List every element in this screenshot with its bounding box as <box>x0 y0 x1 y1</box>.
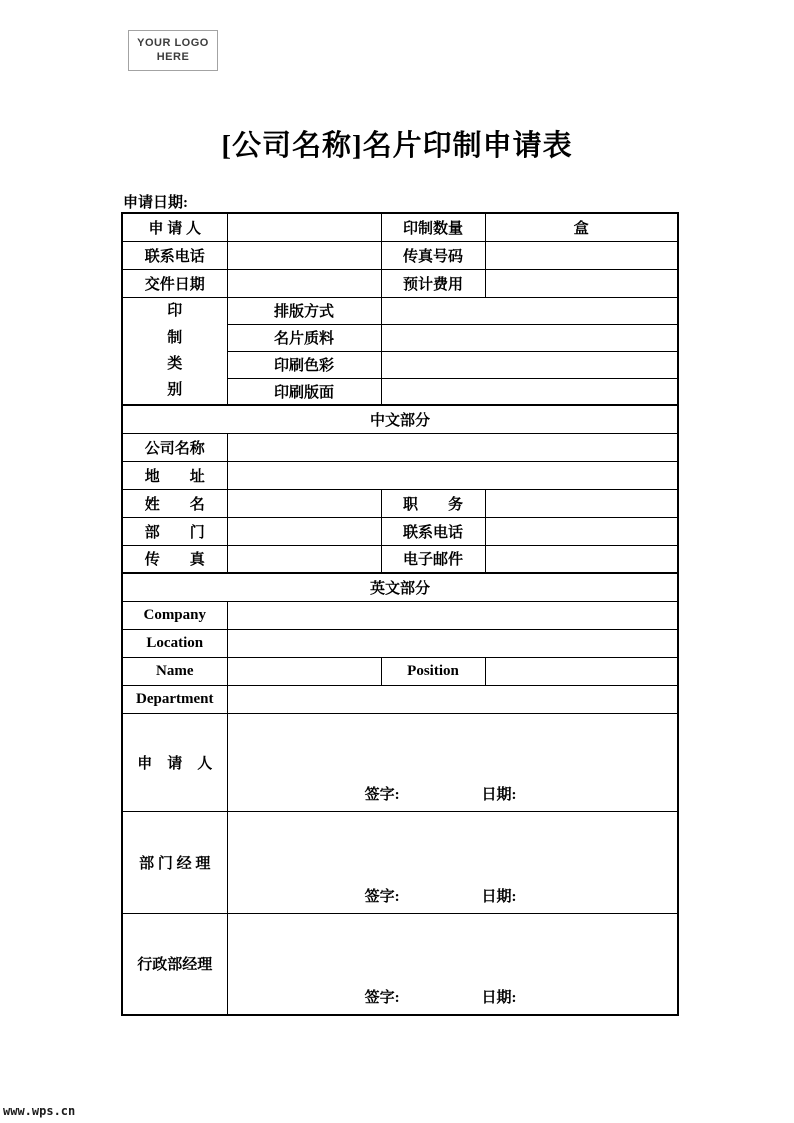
applicant-approval-area[interactable] <box>227 713 678 811</box>
cn-position-input[interactable] <box>485 489 678 517</box>
applicant-sign-label: 签字: <box>364 786 400 803</box>
row-delivery-date <box>122 269 678 297</box>
en-name-input[interactable] <box>227 657 381 685</box>
cn-phone-label: 联系电话 <box>381 517 485 545</box>
print-layout-label: 印刷版面 <box>227 378 381 405</box>
cn-position-label: 职 务 <box>381 489 485 517</box>
chinese-section-header: 中文部分 <box>122 405 678 433</box>
dept-manager-approval-area[interactable] <box>227 811 678 913</box>
en-company-label: Company <box>122 601 227 629</box>
row-chinese-section-header <box>122 405 678 433</box>
print-category-char: 印 <box>167 303 183 320</box>
contact-phone-label: 联系电话 <box>122 241 227 269</box>
row-cn-fax-email <box>122 545 678 573</box>
cn-phone-input[interactable] <box>485 517 678 545</box>
fax-number-label: 传真号码 <box>381 241 485 269</box>
delivery-date-label: 交件日期 <box>122 269 227 297</box>
apply-date-label: 申请日期: <box>123 195 188 211</box>
print-layout-input[interactable] <box>381 378 678 405</box>
admin-manager-sign-label: 签字: <box>364 990 400 1006</box>
print-category-vertical-text <box>123 298 227 403</box>
admin-manager-date-label: 日期: <box>481 990 517 1006</box>
cn-name-label: 姓 名 <box>122 489 227 517</box>
logo-text-line1: YOUR LOGO <box>137 36 209 49</box>
row-admin-manager-approval <box>122 913 678 1015</box>
dept-manager-sign-label: 签字: <box>364 888 400 905</box>
print-category-label <box>122 297 227 405</box>
en-position-label: Position <box>381 657 485 685</box>
page-title: [公司名称]名片印制申请表 <box>221 130 573 162</box>
print-quantity-input[interactable]: 盒 <box>485 213 678 241</box>
row-cn-address <box>122 461 678 489</box>
cn-email-input[interactable] <box>485 545 678 573</box>
cn-company-input[interactable] <box>227 433 678 461</box>
print-category-char: 类 <box>167 355 183 372</box>
application-form-table <box>121 212 679 1016</box>
cn-email-label: 电子邮件 <box>381 545 485 573</box>
en-company-input[interactable] <box>227 601 678 629</box>
print-quantity-label: 印制数量 <box>381 213 485 241</box>
row-cn-department-phone <box>122 517 678 545</box>
en-location-label: Location <box>122 629 227 657</box>
applicant-date-label: 日期: <box>481 786 517 803</box>
estimated-cost-label: 预计费用 <box>381 269 485 297</box>
row-dept-manager-approval <box>122 811 678 913</box>
row-applicant <box>122 213 678 241</box>
cn-department-label: 部 门 <box>122 517 227 545</box>
print-color-input[interactable] <box>381 351 678 378</box>
contact-phone-input[interactable] <box>227 241 381 269</box>
cn-name-input[interactable] <box>227 489 381 517</box>
cn-department-input[interactable] <box>227 517 381 545</box>
applicant-input[interactable] <box>227 213 381 241</box>
dept-manager-approval-label: 部 门 经 理 <box>122 811 227 913</box>
card-material-label: 名片质料 <box>227 324 381 351</box>
card-material-input[interactable] <box>381 324 678 351</box>
en-position-input[interactable] <box>485 657 678 685</box>
row-contact-phone <box>122 241 678 269</box>
en-department-label: Department <box>122 685 227 713</box>
layout-style-input[interactable] <box>381 297 678 324</box>
applicant-approval-label: 申 请 人 <box>122 713 227 811</box>
row-en-department <box>122 685 678 713</box>
applicant-label: 申 请 人 <box>122 213 227 241</box>
en-location-input[interactable] <box>227 629 678 657</box>
row-en-name-position <box>122 657 678 685</box>
print-category-char: 制 <box>167 329 183 346</box>
row-cn-company <box>122 433 678 461</box>
cn-fax-input[interactable] <box>227 545 381 573</box>
layout-style-label: 排版方式 <box>227 297 381 324</box>
cn-address-input[interactable] <box>227 461 678 489</box>
row-english-section-header <box>122 573 678 601</box>
row-en-company <box>122 601 678 629</box>
print-color-label: 印刷色彩 <box>227 351 381 378</box>
row-cn-name-position <box>122 489 678 517</box>
print-category-char: 别 <box>167 382 183 398</box>
row-en-location <box>122 629 678 657</box>
wps-watermark: www.wps.cn <box>3 1104 76 1118</box>
admin-manager-approval-area[interactable] <box>227 913 678 1015</box>
logo-placeholder <box>128 30 218 71</box>
row-applicant-approval <box>122 713 678 811</box>
fax-number-input[interactable] <box>485 241 678 269</box>
en-name-label: Name <box>122 657 227 685</box>
cn-address-label: 地 址 <box>122 461 227 489</box>
english-section-header: 英文部分 <box>122 573 678 601</box>
estimated-cost-input[interactable] <box>485 269 678 297</box>
admin-manager-approval-label: 行政部经理 <box>122 913 227 1015</box>
dept-manager-date-label: 日期: <box>481 888 517 905</box>
cn-fax-label: 传 真 <box>122 545 227 573</box>
row-layout-style <box>122 297 678 324</box>
logo-text-line2: HERE <box>156 50 190 63</box>
delivery-date-input[interactable] <box>227 269 381 297</box>
cn-company-label: 公司名称 <box>122 433 227 461</box>
en-department-input[interactable] <box>227 685 678 713</box>
